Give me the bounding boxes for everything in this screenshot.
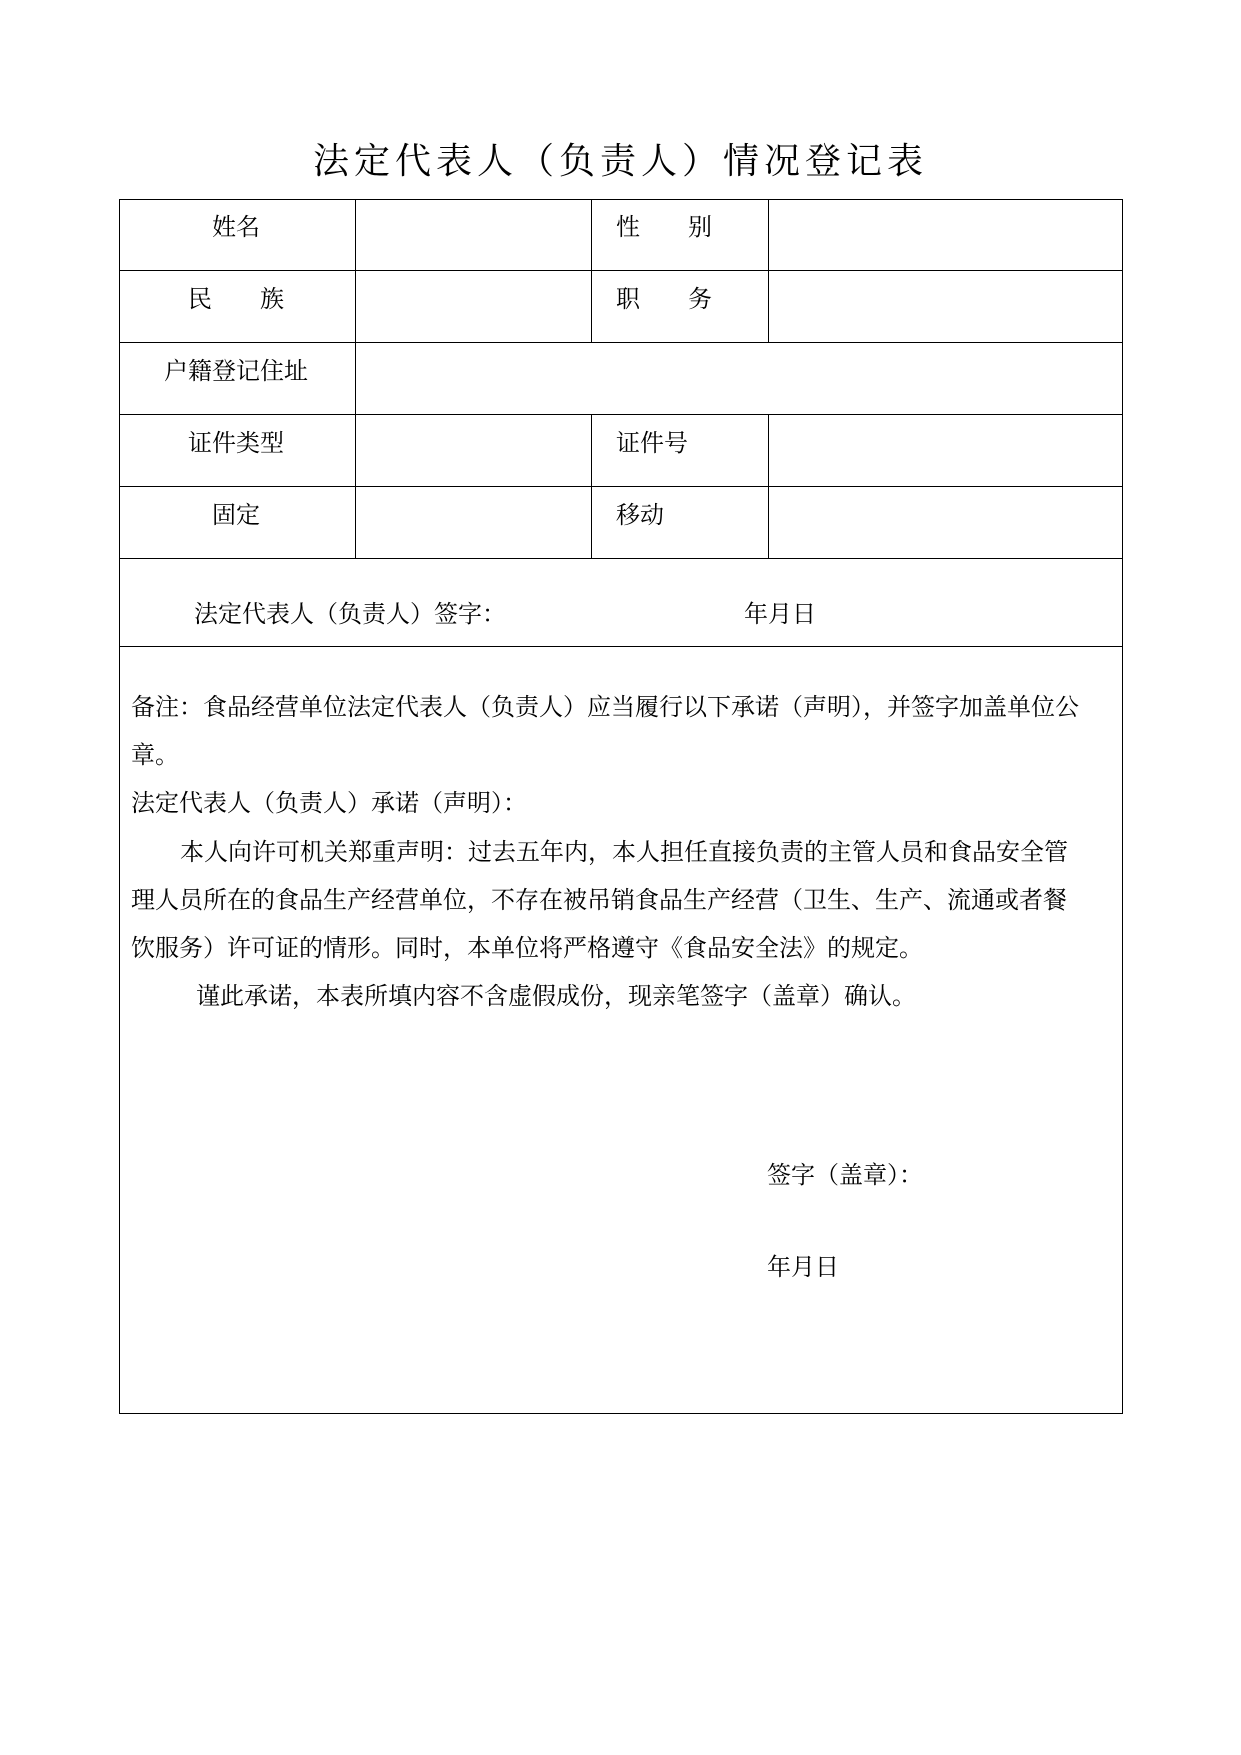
row-divider-4 — [119, 486, 1123, 487]
form-title: 法定代表人（负责人）情况登记表 — [312, 141, 928, 182]
pledge-line: 谨此承诺，本表所填内容不含虚假成份，现亲笔签字（盖章）确认。 — [196, 982, 916, 1010]
gender-label: 性 别 — [616, 213, 712, 241]
col-divider-3-upper — [768, 199, 769, 342]
remarks-note-line-1: 备注：食品经营单位法定代表人（负责人）应当履行以下承诺（声明），并签字加盖单位公 — [131, 693, 1079, 721]
statement-line-1: 本人向许可机关郑重声明：过去五年内，本人担任直接负责的主管人员和食品安全管 — [180, 838, 1068, 866]
col-divider-3-lower — [768, 414, 769, 558]
id-type-label: 证件类型 — [188, 429, 284, 457]
signature-date-label: 年月日 — [744, 600, 816, 628]
statement-line-3: 饮服务）许可证的情形。同时，本单位将严格遵守《食品安全法》的规定。 — [131, 934, 923, 962]
col-divider-2-upper — [591, 199, 592, 342]
statement-line-2: 理人员所在的食品生产经营单位，不存在被吊销食品生产经营（卫生、生产、流通或者餐 — [131, 886, 1067, 914]
household-address-field[interactable] — [357, 344, 1120, 413]
col-divider-2-lower — [591, 414, 592, 558]
landline-label: 固定 — [212, 501, 260, 529]
id-type-field[interactable] — [357, 416, 589, 485]
remarks-date-label: 年月日 — [767, 1253, 839, 1281]
gender-field[interactable] — [770, 201, 1120, 269]
row-divider-1 — [119, 270, 1123, 271]
position-field[interactable] — [770, 272, 1120, 341]
legal-rep-signature-label: 法定代表人（负责人）签字： — [194, 600, 506, 628]
sign-seal-field[interactable] — [935, 1150, 1115, 1194]
col-divider-1 — [355, 199, 356, 558]
row-divider-6 — [119, 646, 1123, 647]
position-label: 职 务 — [616, 285, 712, 313]
id-number-label: 证件号 — [616, 429, 688, 457]
mobile-field[interactable] — [770, 488, 1120, 557]
legal-rep-signature-field[interactable] — [520, 592, 720, 632]
sign-seal-label: 签字（盖章）： — [767, 1161, 923, 1189]
row-divider-2 — [119, 342, 1123, 343]
id-number-field[interactable] — [770, 416, 1120, 485]
ethnicity-field[interactable] — [357, 272, 589, 341]
commitment-heading: 法定代表人（负责人）承诺（声明）： — [131, 789, 527, 817]
row-divider-3 — [119, 414, 1123, 415]
remarks-note-line-2: 章。 — [131, 741, 179, 769]
name-field[interactable] — [357, 201, 589, 269]
row-divider-5 — [119, 558, 1123, 559]
landline-field[interactable] — [357, 488, 589, 557]
household-address-label: 户籍登记住址 — [164, 357, 308, 385]
mobile-label: 移动 — [616, 501, 664, 529]
name-label: 姓名 — [212, 213, 260, 241]
ethnicity-label: 民 族 — [188, 285, 284, 313]
